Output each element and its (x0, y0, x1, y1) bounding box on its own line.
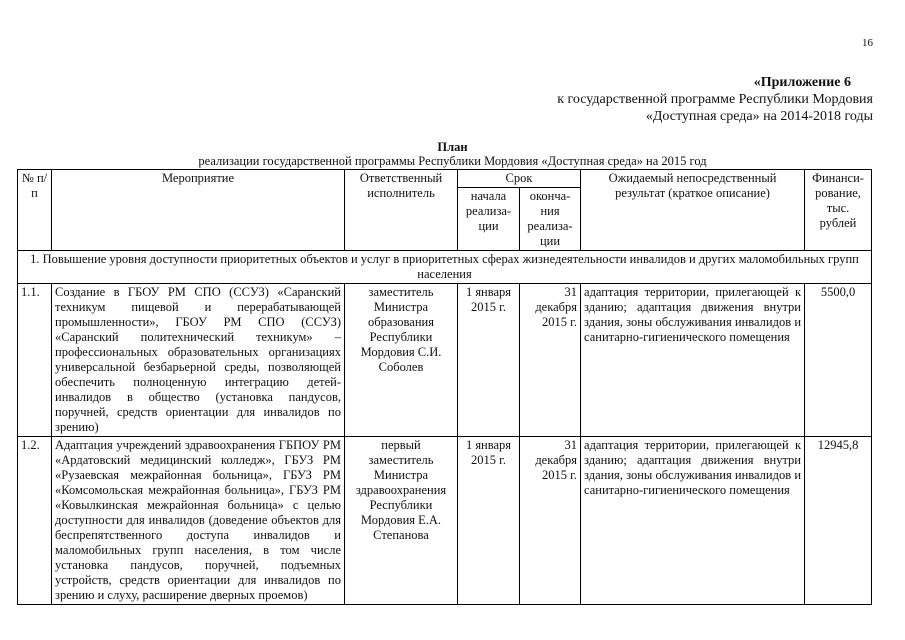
header-activity: Мероприятие (52, 170, 345, 251)
header-finance: Финанси-рование, тыс. рублей (805, 170, 872, 251)
table-row (18, 437, 872, 605)
header-term: Срок (458, 170, 581, 188)
plan-title: План (437, 140, 468, 154)
row-finance: 12945,8 (805, 437, 872, 605)
plan-subtitle: реализации государственной программы Республики Мордовия «Доступная среда» на 2015 год (198, 154, 707, 168)
header-responsible: Ответственный исполнитель (345, 170, 458, 251)
section-row (18, 251, 872, 284)
row-responsible: первый заместитель Министра здравоохранения Республики Мордовия Е.А. Степанова (345, 437, 458, 605)
row-num: 1.1. (18, 284, 52, 437)
plan-table (17, 169, 872, 605)
row-finance: 5500,0 (805, 284, 872, 437)
appendix-title: «Приложение 6 (753, 75, 851, 90)
appendix-line-2: к государственной программе Республики Мордовия (557, 92, 873, 107)
row-start: 1 января 2015 г. (458, 284, 520, 437)
section-title: 1. Повышение уровня доступности приоритетных объектов и услуг в приоритетных сферах жизнедеятельности инвалидов и других маломобильных групп населения (18, 251, 872, 284)
row-responsible: заместитель Министра образования Республики Мордовия С.И. Соболев (345, 284, 458, 437)
row-start: 1 января 2015 г. (458, 437, 520, 605)
header-term-start: начала реализа-ции (458, 188, 520, 251)
header-term-end: оконча-ния реализа-ции (520, 188, 581, 251)
header-result: Ожидаемый непосредственный результат (краткое описание) (581, 170, 805, 251)
appendix-line-3: «Доступная среда» на 2014-2018 годы (645, 109, 873, 124)
header-num: № п/п (18, 170, 52, 251)
row-activity: Создание в ГБОУ РМ СПО (ССУЗ) «Саранский техникум пищевой и перерабатывающей промышленности», ГБОУ РМ СПО (ССУЗ) «Саранский политехнический техникум» – профессиональных образовательных организациях универсальной безбарьерной среды, позволяющей обеспечить полноценную интеграцию детей-инвалидов в общество (установка пандусов, поручней, средств ориентации для инвалидов по зрению) (52, 284, 345, 437)
table-row (18, 284, 872, 437)
row-end: 31 декабря 2015 г. (520, 437, 581, 605)
row-result: адаптация территории, прилегающей к зданию; адаптация движения внутри здания, зоны обслуживания инвалидов и санитарно-гигиенического помещения (581, 437, 805, 605)
row-result: адаптация территории, прилегающей к зданию; адаптация движения внутри здания, зоны обслуживания инвалидов и санитарно-гигиенического помещения (581, 284, 805, 437)
table-header-row (18, 170, 872, 188)
row-end: 31 декабря 2015 г. (520, 284, 581, 437)
page-number: 16 (862, 37, 873, 49)
row-num: 1.2. (18, 437, 52, 605)
row-activity: Адаптация учреждений здравоохранения ГБПОУ РМ «Ардатовский медицинский колледж», ГБУЗ РМ «Рузаевская межрайонная больница», ГБУЗ РМ «Комсомольская межрайонная больница», ГБУЗ РМ «Ковылкинская межрайонная больница» с целью доступности для инвалидов (доведение объектов для беспрепятственного доступа инвалидов и маломобильных групп населения, в том числе установка пандусов, поручней, подъемных устройств, средств ориентации для инвалидов по зрению и слуху, расширение дверных проемов) (52, 437, 345, 605)
appendix-header (557, 74, 873, 125)
